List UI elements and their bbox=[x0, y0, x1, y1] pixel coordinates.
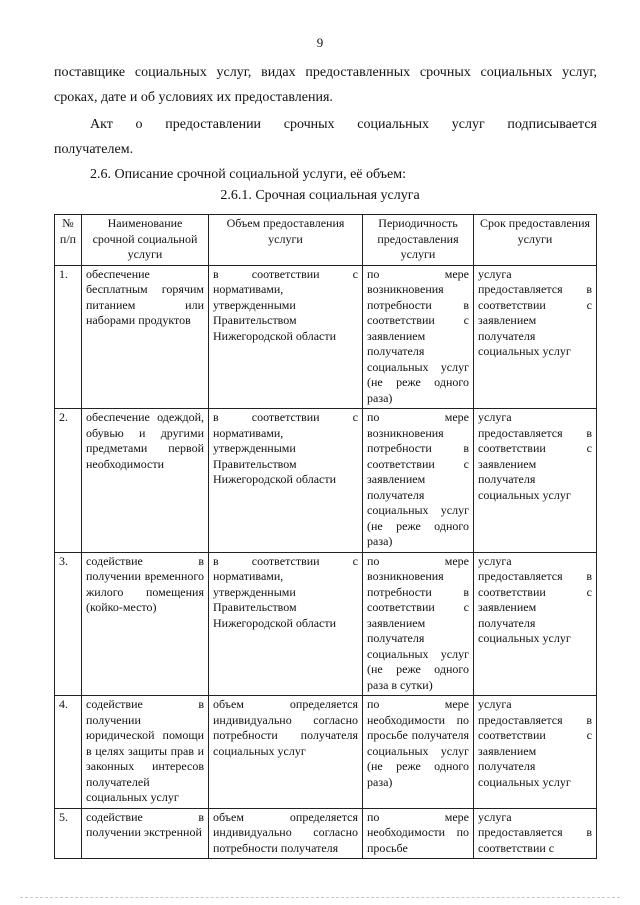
table-row bbox=[55, 808, 597, 859]
row-number: 5. bbox=[55, 808, 82, 859]
row-periodicity: по мере возникновения потребности в соответствии с заявлением получателя социальных услуг (не реже одного раза) bbox=[363, 409, 474, 553]
row-volume: объем определяется индивидуально согласно потребности получателя социальных услуг bbox=[209, 696, 363, 809]
paragraph-line-4: получателем. bbox=[54, 142, 134, 157]
section-heading: 2.6. Описание срочной социальной услуги, её объем: bbox=[90, 167, 406, 182]
row-number: 4. bbox=[55, 696, 82, 809]
header-name: Наименование срочной социальной услуги bbox=[82, 215, 209, 266]
page-number: 9 bbox=[316, 35, 324, 50]
row-number: 1. bbox=[55, 265, 82, 409]
paragraph-line-2: сроках, дате и об условиях их предоставления. bbox=[54, 90, 333, 105]
row-term: услуга предоставляется в соответствии с заявлением получателя социальных услуг bbox=[474, 696, 597, 809]
row-periodicity: по мере возникновения потребности в соответствии с заявлением получателя социальных услуг (не реже одного раза) bbox=[363, 265, 474, 409]
row-term: услуга предоставляется в соответствии с заявлением получателя социальных услуг bbox=[474, 265, 597, 409]
row-term: услуга предоставляется в соответствии с заявлением получателя социальных услуг bbox=[474, 552, 597, 696]
services-table bbox=[54, 214, 597, 859]
row-volume: в соответствии с нормативами, утвержденными Правительством Нижегородской области bbox=[209, 409, 363, 553]
row-number: 2. bbox=[55, 409, 82, 553]
row-volume: объем определяется индивидуально согласно потребности получателя bbox=[209, 808, 363, 859]
table-row bbox=[55, 552, 597, 696]
row-name: содействие в получении экстренной bbox=[82, 808, 209, 859]
table-header-row bbox=[55, 215, 597, 266]
header-periodicity: Периодичность предоставления услуги bbox=[363, 215, 474, 266]
table-row bbox=[55, 265, 597, 409]
row-periodicity: по мере возникновения потребности в соответствии с заявлением получателя социальных услуг (не реже одного раза в сутки) bbox=[363, 552, 474, 696]
row-periodicity: по мере необходимости по просьбе получателя социальных услуг (не реже одного раза) bbox=[363, 696, 474, 809]
header-number: № п/п bbox=[55, 215, 82, 266]
row-name: содействие в получении временного жилого помещения (койко-место) bbox=[82, 552, 209, 696]
table-row bbox=[55, 409, 597, 553]
header-term: Срок предоставления услуги bbox=[474, 215, 597, 266]
row-volume: в соответствии с нормативами, утвержденными Правительством Нижегородской области bbox=[209, 265, 363, 409]
scan-edge-divider bbox=[20, 897, 620, 899]
row-volume: в соответствии с нормативами, утвержденными Правительством Нижегородской области bbox=[209, 552, 363, 696]
row-name: содействие в получении юридической помощи в целях защиты прав и законных интересов получателей социальных услуг bbox=[82, 696, 209, 809]
row-name: обеспечение бесплатным горячим питанием или наборами продуктов bbox=[82, 265, 209, 409]
table-row bbox=[55, 696, 597, 809]
header-volume: Объем предоставления услуги bbox=[209, 215, 363, 266]
row-number: 3. bbox=[55, 552, 82, 696]
row-name: обеспечение одеждой, обувью и другими предметами первой необходимости bbox=[82, 409, 209, 553]
row-term: услуга предоставляется в соответствии с заявлением получателя социальных услуг bbox=[474, 409, 597, 553]
paragraph-line-1: поставщике социальных услуг, видах предоставленных срочных социальных услуг, bbox=[54, 65, 597, 80]
paragraph-line-3: Акт о предоставлении срочных социальных услуг подписывается bbox=[90, 117, 597, 132]
row-term: услуга предоставляется в соответствии с bbox=[474, 808, 597, 859]
table-caption: 2.6.1. Срочная социальная услуга bbox=[220, 188, 420, 203]
row-periodicity: по мере необходимости по просьбе bbox=[363, 808, 474, 859]
